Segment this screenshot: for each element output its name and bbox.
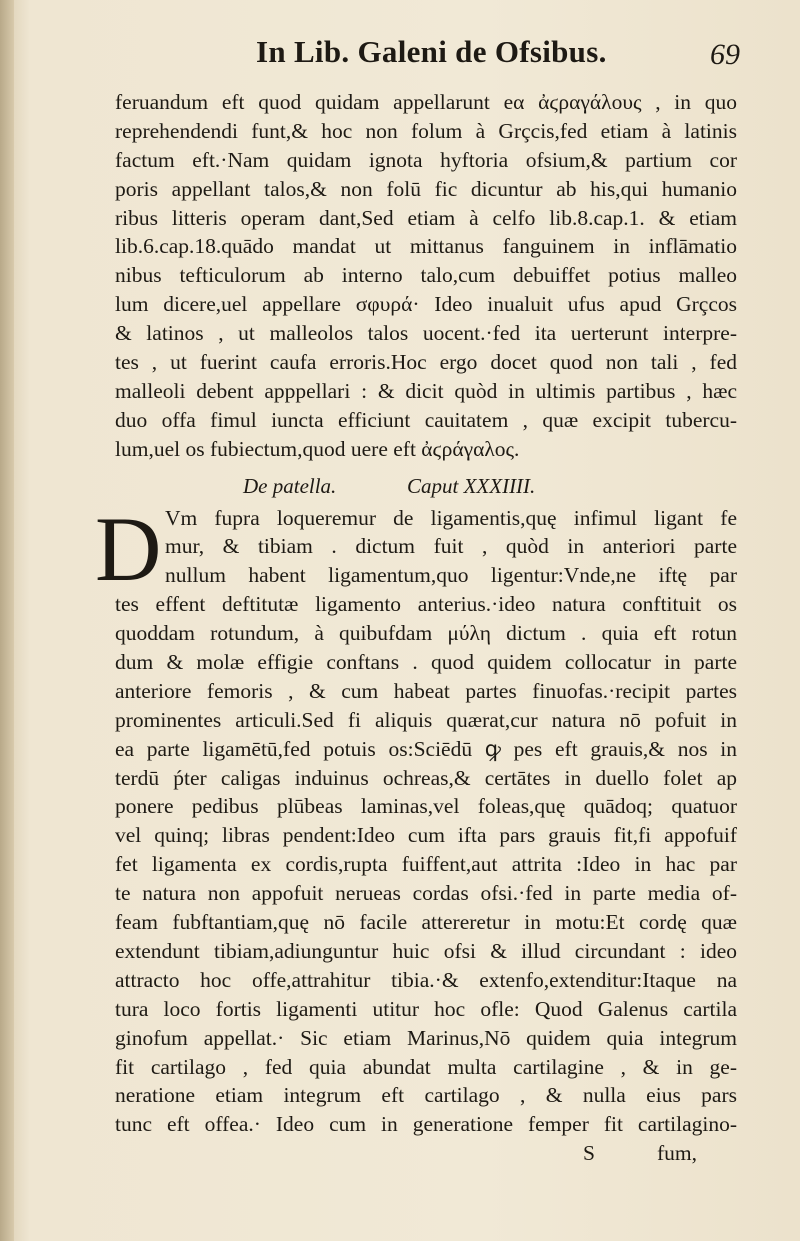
text-line: ribus litteris operam dant,Sed etiam à celfo lib.8.cap.1. & etiam (115, 205, 737, 230)
chapter-heading (115, 464, 737, 504)
text-line: tes effent deftitutæ ligamento anterius.·ideo natura conftituit os (115, 592, 737, 617)
text-line: & latinos , ut malleolos talos uocent.·fed ita uerterunt interpre- (115, 321, 737, 346)
text-line: lum,uel os fubiectum,quod uere eft ἀϛράγαλος. (115, 436, 520, 461)
text-line: ea parte ligamētū,fed potuis os:Sciēdū ꝙ pes eft grauis,& nos in (115, 736, 737, 761)
text-line: fit cartilago , fed quia abundat multa cartilagine , & in ge- (115, 1054, 737, 1079)
text-line: terdū ṕter caligas induinus ochreas,& certātes in duello folet ap (115, 765, 737, 790)
text-line: mur, & tibiam . dictum fuit , quòd in anteriori parte (165, 534, 737, 559)
text-line: tura loco fortis ligamenti utitur hoc ofle: Quod Galenus cartila (115, 996, 737, 1021)
text-line: dum & molæ effigie conftans . quod quidem collocatur in parte (115, 650, 737, 675)
text-line: malleoli debent apppellari : & dicit quòd in ultimis partibus , hæc (115, 378, 737, 403)
text-line: factum eft.·Nam quidam ignota hyftoria ofsium,& partium cor (115, 147, 737, 172)
page-gutter (0, 0, 14, 1241)
text-line: te natura non appofuit nerueas cordas ofsi.·fed in parte media of- (115, 881, 737, 906)
drop-cap: D (95, 497, 162, 600)
catchword: fum, (656, 1141, 697, 1166)
text-line: lib.6.cap.18.quādo mandat ut mittanus fanguinem in inflāmatio (115, 234, 737, 259)
signature-mark: S (583, 1141, 595, 1166)
text-line: reprehendendi funt,& hoc non folum à Grçcis,fed etiam à latinis (115, 118, 737, 143)
text-line: feruandum eft quod quidam appellarunt eα ἀϛραγάλους , in quo (115, 90, 737, 114)
text-line: feam fubftantiam,quę nō facile attereretur in motu:Et cordę quæ (115, 910, 737, 935)
text-line: nibus tefticulorum ab interno talo,cum debuiffet potius malleo (115, 263, 737, 288)
paragraph-2 (95, 497, 737, 1140)
text-line: neratione etiam integrum eft cartilago , & nulla eius pars (115, 1083, 737, 1108)
text-line: prominentes articuli.Sed fi aliquis quærat,cur natura nō pofuit in (115, 707, 737, 732)
text-block (95, 88, 737, 1168)
text-line: attracto hoc offe,attrahitur tibia.·& extenfo,extenditur:Itaque na (115, 967, 737, 992)
chapter-title: De patella. (243, 473, 337, 498)
page-number: 69 (710, 38, 740, 71)
text-line: tunc eft offea.· Ideo cum in generatione femper fit cartilagino- (115, 1112, 737, 1137)
text-line: quoddam rotundum, à quibufdam μύλη dictum . quia eft rotun (115, 621, 737, 646)
text-line: anteriore femoris , & cum habeat partes finuofas.·recipit partes (115, 678, 737, 703)
text-line: vel quinq; libras pendent:Ideo cum ifta pars grauis fit,fi appofuif (115, 823, 737, 848)
running-title: In Lib. Galeni de Ofsibus. (256, 34, 607, 69)
text-line: poris appellant talos,& non folū fic dicuntur ab his,qui humanio (115, 176, 737, 201)
text-line: extendunt tibiam,adiunguntur huic ofsi & illud circundant : ideo (115, 938, 737, 963)
text-line: nullum habent ligamentum,quo ligentur:Vnde,ne iftę par (165, 563, 737, 588)
paragraph-1 (115, 88, 737, 464)
text-line: fet ligamenta ex cordis,rupta fuiffent,aut attrita :Ideo in hac par (115, 852, 737, 877)
page-footer (115, 1139, 737, 1168)
page-header (100, 34, 740, 84)
text-line: Vm fupra loqueremur de ligamentis,quę infimul ligant fe (165, 505, 737, 530)
text-line: duo offa fimul iuncta efficiunt cauitatem , quæ excipit tubercu- (115, 407, 737, 432)
text-line: ponere pedibus plūbeas laminas,vel foleas,quę quādoq; quatuor (115, 794, 737, 819)
text-line: ginofum appellat.· Sic etiam Marinus,Nō quidem quia integrum (115, 1025, 737, 1050)
chapter-number: Caput XXXIIII. (407, 473, 536, 498)
text-line: tes , ut fuerint caufa erroris.Hoc ergo docet quod non tali , fed (115, 350, 737, 375)
text-line: lum dicere,uel appellare σφυρά· Ideo inualuit ufus apud Grçcos (115, 292, 737, 317)
